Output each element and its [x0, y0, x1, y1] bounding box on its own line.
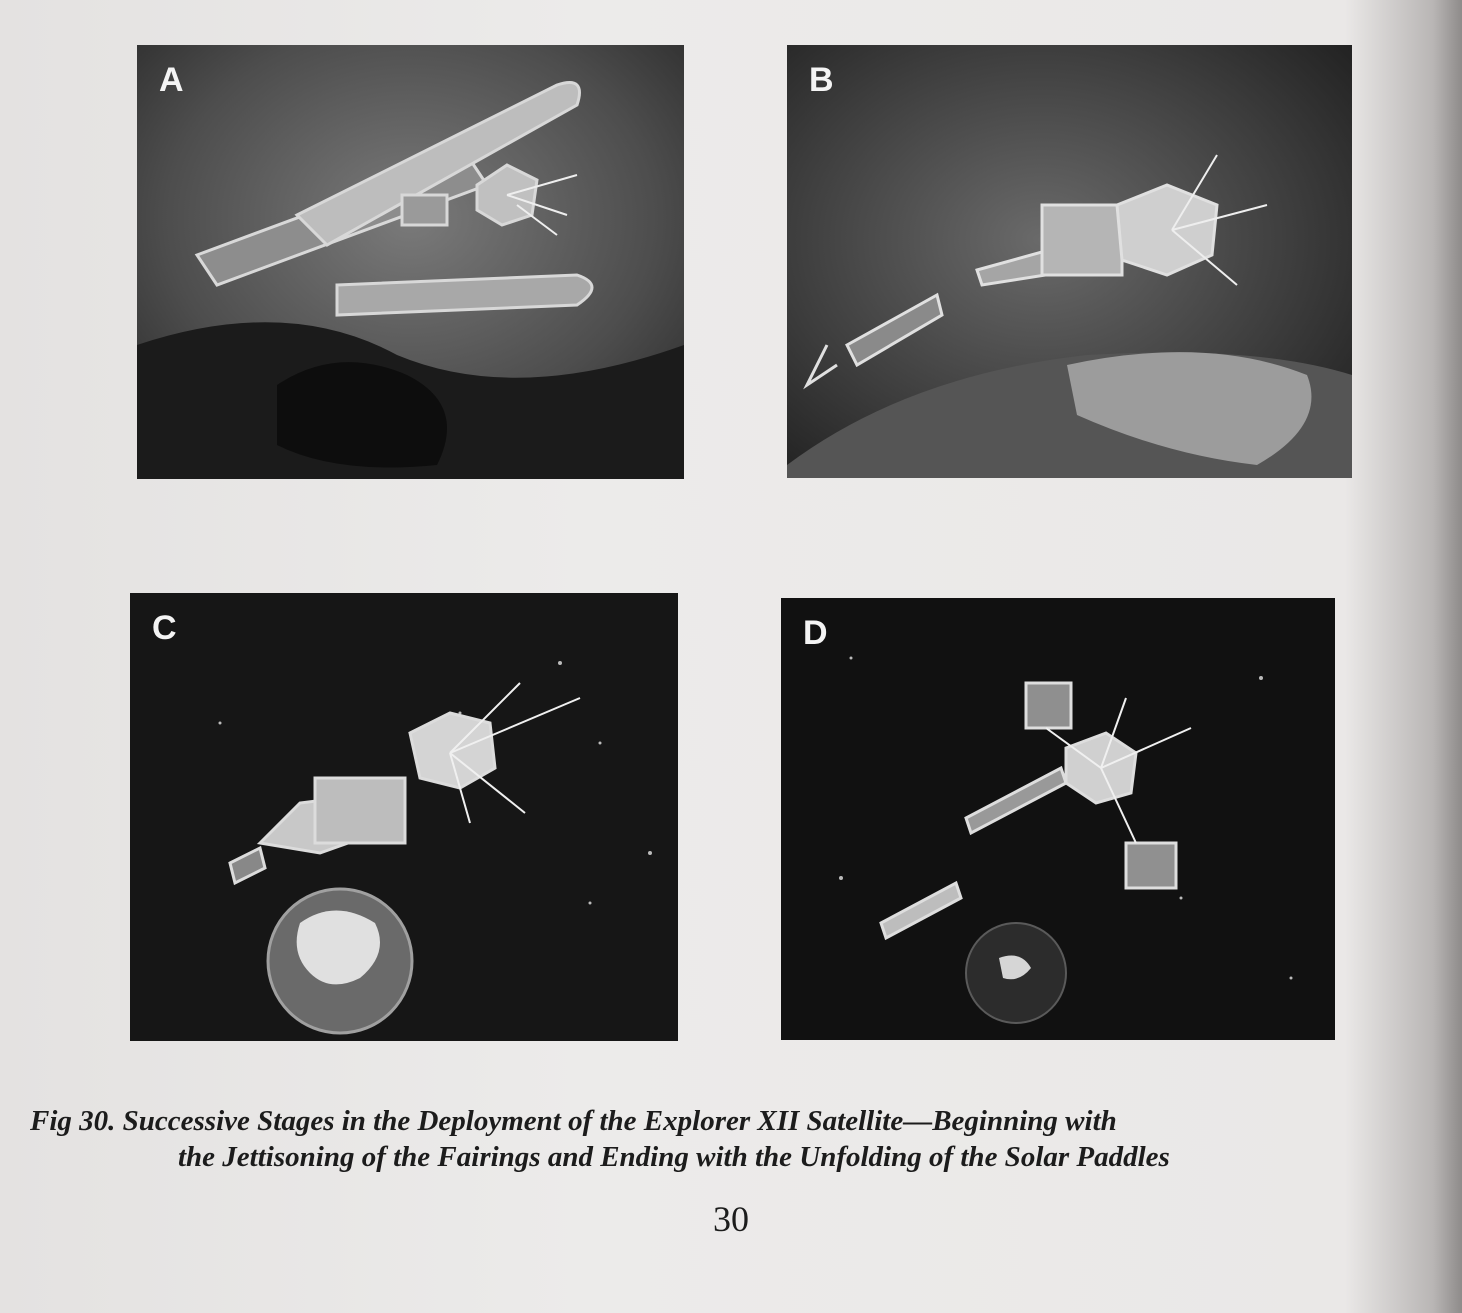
figure-caption: [30, 1103, 1430, 1175]
satellite-with-earth-illustration: [130, 593, 678, 1041]
panel-label-b: B: [809, 61, 834, 99]
satellite-separation-illustration: [787, 45, 1352, 478]
panel-label-a: A: [159, 61, 184, 99]
illustration-panel-d: [781, 598, 1335, 1040]
illustration-panel-c: [130, 593, 678, 1041]
figure-caption-line-2: the Jettisoning of the Fairings and Ending with the Unfolding of the Solar Paddles: [178, 1141, 1170, 1173]
panel-label-c: C: [152, 609, 177, 647]
figure-caption-line-1: Fig 30. Successive Stages in the Deployment of the Explorer XII Satellite—Beginning with: [30, 1105, 1117, 1137]
satellite-fairing-jettison-illustration: [137, 45, 684, 479]
panel-label-d: D: [803, 614, 828, 652]
page-number: 30: [713, 1199, 749, 1239]
solar-paddles-unfolding-illustration: [781, 598, 1335, 1040]
illustration-panel-b: [787, 45, 1352, 478]
illustration-panel-a: [137, 45, 684, 479]
